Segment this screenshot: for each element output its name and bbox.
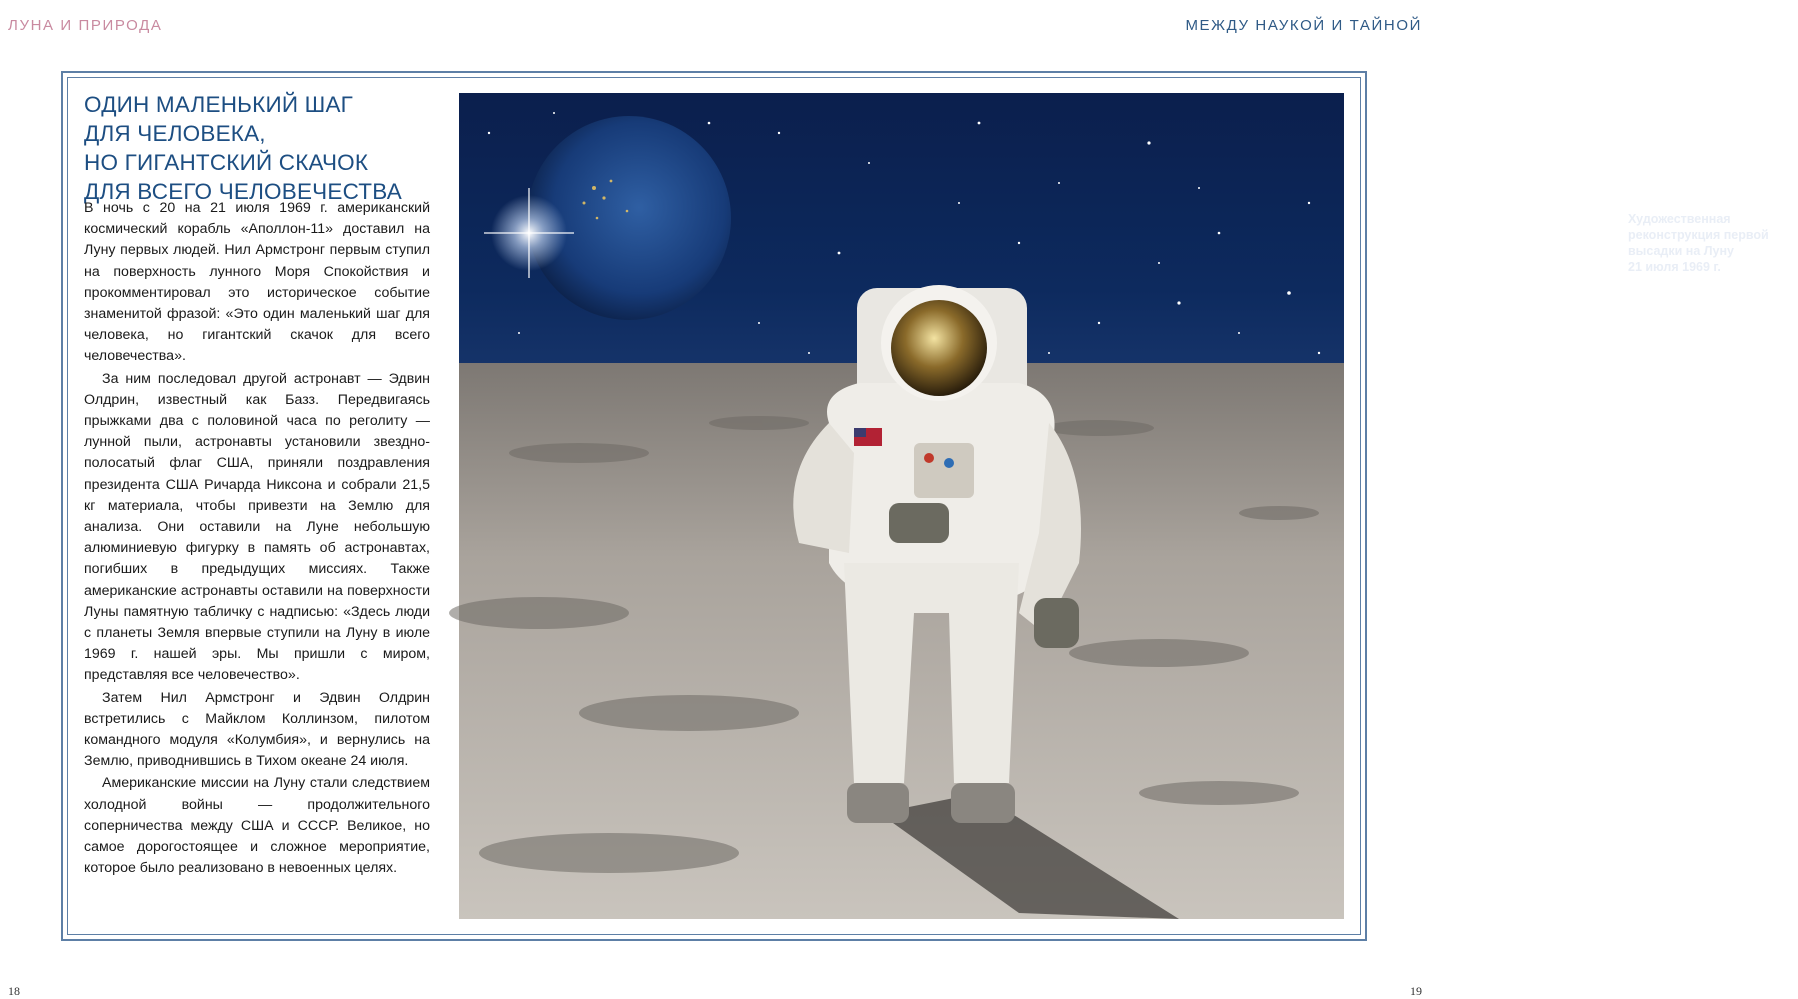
running-head-left: ЛУНА И ПРИРОДА — [8, 17, 163, 34]
body-paragraph: В ночь с 20 на 21 июля 1969 г. американский космический корабль «Аполлон-11» доставил на Луну первых людей. Нил Армстронг первым ступил на поверхность лунного Моря Спокойствия и прокомментировал это историческое событие знаменитой фразой: «Это один маленький шаг для человека, но гигантский скачок для всего человечества». — [84, 200, 430, 365]
body-paragraph: Американские миссии на Луну стали следствием холодной войны — продолжительного соперничества между США и СССР. Великое, но самое дорогостоящее и сложное мероприятие, которое было реализовано в невоенных целях. — [84, 775, 430, 877]
body-paragraph: Затем Нил Армстронг и Эдвин Олдрин встретились с Майклом Коллинзом, пилотом командного модуля «Колумбия», и вернулись на Землю, приводнившись в Тихом океане 24 июля. — [84, 689, 430, 770]
article-heading — [84, 90, 454, 206]
heading-line: ДЛЯ ВСЕГО ЧЕЛОВЕЧЕСТВА — [84, 179, 402, 204]
page-number-right: 19 — [1410, 984, 1422, 998]
caption-line: Художественная — [1628, 212, 1731, 226]
heading-line: ДЛЯ ЧЕЛОВЕКА, — [84, 121, 266, 146]
body-paragraph: За ним последовал другой астронавт — Эдвин Олдрин, известный как Базз. Передвигаясь прыжками два с половиной часа по реголиту — лунной пыли, астронавты установили звездно-полосатый флаг США, приняли поздравления президента США Ричарда Никсона и собрали 21,5 кг материала, чтобы привезти на Землю для анализа. Они оставили на Луне небольшую алюминиевую фигурку в память об астронавтах, погибших в предыдущих миссиях. Также американские астронавты оставили на поверхности Луны памятную табличку с надписью: «Здесь люди с планеты Земля впервые ступили на Луну в июле 1969 г. нашей эры. Мы пришли с миром, представляя все человечество». — [84, 370, 430, 684]
photo-caption — [1628, 211, 1798, 275]
page-number-left: 18 — [8, 984, 20, 998]
heading-line: ОДИН МАЛЕНЬКИЙ ШАГ — [84, 92, 354, 117]
caption-line: высадки на Луну — [1628, 244, 1734, 258]
running-head-right: МЕЖДУ НАУКОЙ И ТАЙНОЙ — [1185, 17, 1422, 34]
caption-line: 21 июля 1969 г. — [1628, 260, 1721, 274]
moon-landing-illustration — [459, 93, 1344, 919]
caption-line: реконструкция первой — [1628, 228, 1769, 242]
moon-landing-photo — [459, 93, 1769, 919]
article-body — [84, 198, 430, 881]
heading-line: НО ГИГАНТСКИЙ СКАЧОК — [84, 150, 369, 175]
